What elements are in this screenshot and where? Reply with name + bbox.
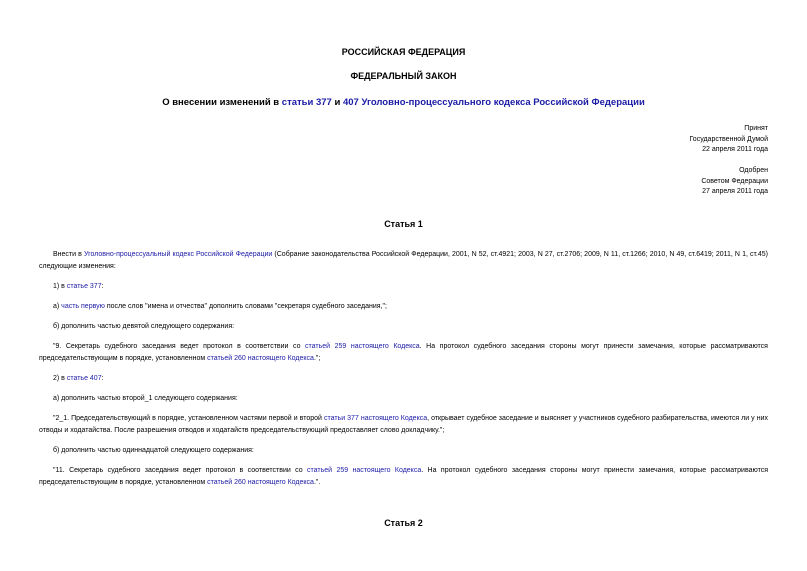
link-article-259[interactable]: статьей 259 настоящего Кодекса xyxy=(307,467,422,474)
title-link-article-377[interactable]: статьи 377 xyxy=(281,97,332,108)
link-article-377[interactable]: статье 377 xyxy=(66,283,102,290)
link-article-407[interactable]: статье 407 xyxy=(66,375,102,382)
paragraph-item-2b: б) дополнить частью одиннадцатой следующего содержания: xyxy=(53,447,254,454)
link-article-260[interactable]: статьей 260 настоящего Кодекса xyxy=(207,354,314,362)
paragraph-text: . На протокол судебного заседания стороны могут принести замечания, которые рассматриваются председательствующим в порядке, установленном xyxy=(39,467,768,486)
paragraph-text: : xyxy=(101,375,104,382)
law-type-heading: ФЕДЕРАЛЬНЫЙ ЗАКОН xyxy=(350,71,457,81)
paragraph-text: 1) в xyxy=(53,283,67,290)
paragraph-item-2a: а) дополнить частью второй_1 следующего содержания: xyxy=(53,395,238,402)
approval-council-block xyxy=(701,166,768,198)
paragraph-text: . На протокол судебного заседания стороны могут принести замечания, которые рассматриваются председательствующим в порядке, установленном xyxy=(39,343,768,362)
adopted-by: Государственной Думой xyxy=(689,135,768,143)
paragraph-text: Внести в xyxy=(53,251,84,258)
paragraph-intro xyxy=(39,249,768,272)
paragraph-text: "9. Секретарь судебного заседания ведет протокол в соответствии со xyxy=(53,343,306,350)
paragraph-item-1b: б) дополнить частью девятой следующего содержания: xyxy=(53,323,235,330)
paragraph-text: "11. Секретарь судебного заседания ведет протокол в соответствии со xyxy=(53,467,308,474)
paragraph-part-9 xyxy=(39,341,768,364)
approved-by: Советом Федерации xyxy=(701,177,768,185)
paragraph-text: .". xyxy=(313,478,321,486)
title-and: и xyxy=(331,97,343,108)
paragraph-item-2 xyxy=(39,373,768,385)
paragraph-text: после слов "имена и отчества" дополнить словами "секретаря судебного заседания,"; xyxy=(104,303,387,310)
paragraph-text: ."; xyxy=(313,354,321,362)
paragraph-text: : xyxy=(101,283,104,290)
link-article-260[interactable]: статьей 260 настоящего Кодекса xyxy=(207,478,314,486)
link-article-377-code[interactable]: статьи 377 настоящего Кодекса xyxy=(323,415,428,422)
article-2-heading: Статья 2 xyxy=(384,518,423,528)
approved-label: Одобрен xyxy=(739,167,768,174)
paragraph-item-1 xyxy=(39,281,768,293)
article-1-heading: Статья 1 xyxy=(384,219,423,229)
paragraph-text: 2) в xyxy=(53,375,67,382)
paragraph-item-1a xyxy=(39,301,768,313)
approved-date: 27 апреля 2011 года xyxy=(702,188,768,195)
law-title xyxy=(0,97,807,108)
adoption-duma-block xyxy=(689,124,768,156)
title-link-code[interactable]: Уголовно-процессуального кодекса Российской Федерации xyxy=(358,97,645,108)
paragraph-text: "2_1. Председательствующий в порядке, установленном частями первой и второй xyxy=(53,415,324,422)
adopted-date: 22 апреля 2011 года xyxy=(702,146,768,153)
paragraph-text: а) xyxy=(53,303,62,310)
paragraph-part-11 xyxy=(39,465,768,488)
adopted-label: Принят xyxy=(744,125,768,132)
link-part-one[interactable]: часть первую xyxy=(61,303,105,310)
link-article-259[interactable]: статьей 259 настоящего Кодекса xyxy=(305,343,420,350)
paragraph-text: , открывает судебное заседание и выясняет у участников судебного разбирательства, имеются ли у них отводы и ходатайства. После разрешения отводов и ходатайств председательствующий предоставляет слово докладчику."; xyxy=(39,415,768,434)
title-link-article-407[interactable]: 407 xyxy=(342,97,359,108)
title-prefix: О внесении изменений в xyxy=(162,97,282,108)
paragraph-text: (Собрание законодательства Российской Федерации, 2001, N 52, ст.4921; 2003, N 27, ст.2706; 2009, N 11, ст.1266; 2010, N 49, ст.6419; 2011, N 1, ст.45) следующие изменения: xyxy=(39,251,768,270)
paragraph-part-2-1 xyxy=(39,413,768,436)
country-heading: РОССИЙСКАЯ ФЕДЕРАЦИЯ xyxy=(341,47,466,57)
link-criminal-procedure-code[interactable]: Уголовно-процессуальный кодекс Российской Федерации xyxy=(83,251,273,258)
